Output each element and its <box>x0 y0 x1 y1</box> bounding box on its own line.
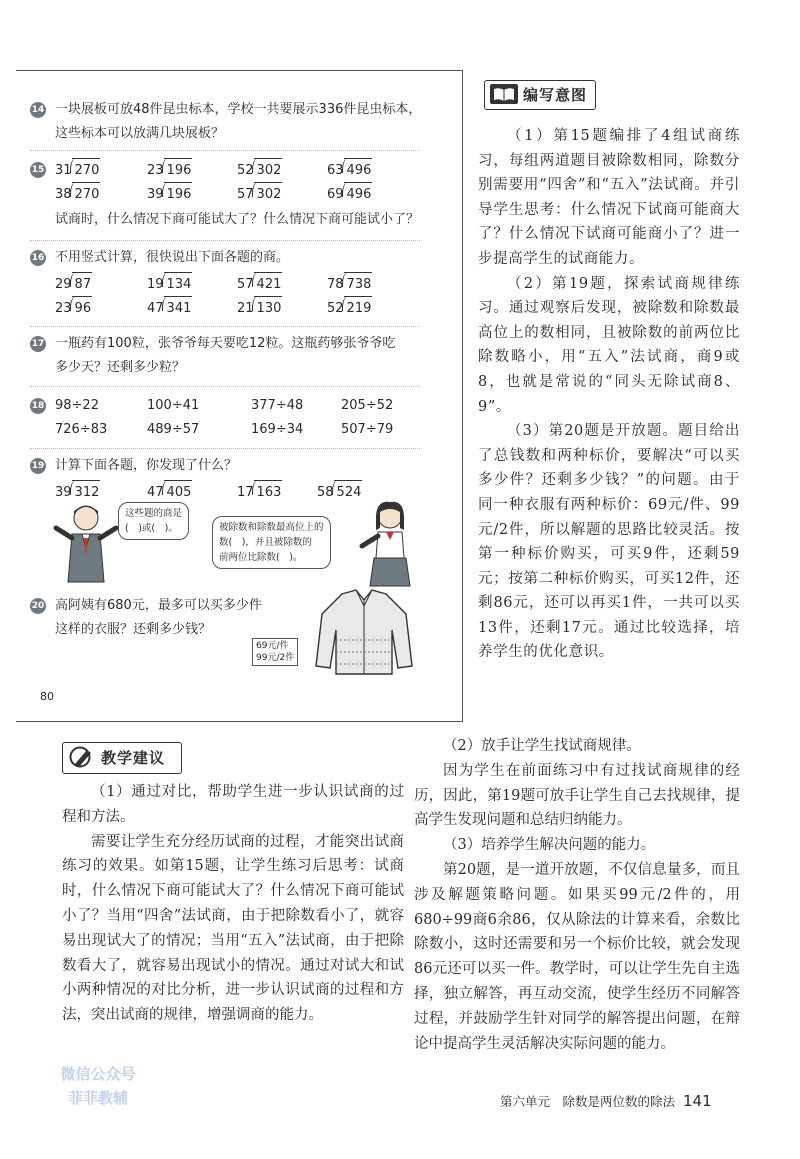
problem-number: 15 <box>30 162 46 178</box>
expression: 489÷57 <box>147 422 200 437</box>
problem-text-line: 不用竖式计算，很快说出下面各题的商。 <box>55 250 290 265</box>
long-division: 52 219 <box>327 296 372 321</box>
intent-paragraph: （2）第19题，探索试商规律练习。通过观察后发现，被除数和除数最高位上的数相同，且被除数的前两位比除数略小，用“五入”法试商，商9或8，也就是常说的“同头无除试商8、9”。 <box>478 275 740 415</box>
problem-text-line: 试商时，什么情况下商可能试大了？什么情况下商可能试小了？ <box>55 212 420 227</box>
problem-text-line: 计算下面各题，你发现了什么？ <box>55 458 238 473</box>
page-footer <box>500 1092 712 1110</box>
problem-text-line: 这些标本可以放满几块展板？ <box>55 126 225 141</box>
problem-number: 16 <box>30 250 46 266</box>
problem-text-line: 一瓶药有100粒，张爷爷每天要吃12粒。这瓶药够张爷爷吃 <box>55 336 396 351</box>
long-division: 39 196 <box>147 182 192 207</box>
expression: 205÷52 <box>341 398 394 413</box>
long-division: 29 87 <box>55 272 92 297</box>
expression: 169÷34 <box>251 422 304 437</box>
girl-illustration <box>352 500 426 592</box>
textbook-page <box>16 70 463 722</box>
long-division: 23 96 <box>55 296 92 321</box>
long-division: 57 421 <box>237 272 282 297</box>
problem-text-line: 这样的衣服？还剩多少钱？ <box>55 622 212 637</box>
price-tag: 69元/件 99元/2件 <box>252 638 298 666</box>
divider <box>30 240 420 241</box>
intent-heading: 编写意图 <box>484 80 596 110</box>
long-division: 38 270 <box>55 182 100 207</box>
long-division: 58 524 <box>317 480 362 505</box>
book-icon <box>490 84 518 104</box>
problem-number: 20 <box>30 598 46 614</box>
intent-paragraph: （3）第20题是开放题。题目给出了总钱数和两种标价，要解决“可以买多少件？还剩多少钱？”的问题。由于同一种衣服有两种标价：69元/件、99元/2件，所以解题的思路比较灵活。按第一种标价购买，可买9件，还剩59元；按第二种标价购买，可买12件，还剩86元，还可以再买1件，一共可以买13件，还剩17元。通过比较选择，培养学生的优化意识。 <box>478 423 740 661</box>
long-division: 21 130 <box>237 296 282 321</box>
boy-illustration <box>46 502 126 588</box>
expression: 377÷48 <box>251 398 304 413</box>
long-division: 19 134 <box>147 272 192 297</box>
unit-title: 第六单元 除数是两位数的除法 <box>500 1094 676 1109</box>
suggestion-paragraph: （3）培养学生解决问题的能力。 <box>443 837 656 854</box>
speech-bubble-boy: 这些题的商是 ( )或( )。 <box>118 502 189 540</box>
long-division: 69 496 <box>327 182 372 207</box>
long-division: 23 196 <box>147 158 192 183</box>
problem-text-line: 高阿姨有680元，最多可以买多少件 <box>55 598 262 613</box>
divider <box>30 326 420 327</box>
top-rule <box>16 70 463 71</box>
long-division: 17 163 <box>237 480 282 505</box>
long-division: 31 270 <box>55 158 100 183</box>
problem-number: 18 <box>30 398 46 414</box>
watermark: 微信公众号 菲菲教辅 <box>60 1065 136 1107</box>
problem-text-line: 多少天？还剩多少粒？ <box>55 360 186 375</box>
suggestions-right <box>414 734 740 1056</box>
long-division: 63 496 <box>327 158 372 183</box>
suggestions-left <box>62 780 404 1028</box>
suggestion-paragraph: 需要让学生充分经历试商的过程，才能突出试商练习的效果。如第15题，让学生练习后思考：试商时，什么情况下商可能试大了？什么情况下商可能试小了？当用“四舍”法试商，由于把除数看小了，就容易出现试大了的情况；当用“五入”法试商，由于把除数看大了，就容易出现试小的情况。通过对试大和试小两种情况的对比分析，进一步认识试商的过程和方法，突出试商的规律，增强调商的能力。 <box>62 833 404 1024</box>
problem-text-line: 一块展板可放48件昆虫标本，学校一共要展示336件昆虫标本， <box>55 102 422 117</box>
long-division: 57 302 <box>237 182 282 207</box>
problem-number: 19 <box>30 458 46 474</box>
problem-number: 17 <box>30 336 46 352</box>
expression: 726÷83 <box>55 422 108 437</box>
divider <box>30 386 420 387</box>
long-division: 47 405 <box>147 480 192 505</box>
expression: 100÷41 <box>147 398 200 413</box>
speech-bubble-girl: 被除数和除数最高位上的 数( )，并且被除数的 前两位比除数( )。 <box>212 516 331 569</box>
pencil-icon <box>69 746 95 768</box>
problem-number: 14 <box>30 102 46 118</box>
long-division: 78 738 <box>327 272 372 297</box>
intent-paragraph: （1）第15题编排了4组试商练习，每组两道题目被除数相同，除数分别需要用“四舍”和“五入”法试商。并引导学生思考：什么情况下试商可能商大了？什么情况下试商可能商小了？进一步提高学生的试商能力。 <box>478 128 740 267</box>
suggestion-paragraph: 因为学生在前面练习中有过找试商规律的经历，因此，第19题可放手让学生自己去找规律，提高学生发现问题和总结归纳能力。 <box>414 762 740 829</box>
suggestion-paragraph: （1）通过对比，帮助学生进一步认识试商的过程和方法。 <box>62 784 404 825</box>
page-number: 80 <box>40 690 54 703</box>
long-division: 47 341 <box>147 296 192 321</box>
expression: 98÷22 <box>55 398 99 413</box>
suggestion-paragraph: （2）放手让学生找试商规律。 <box>443 738 641 754</box>
divider <box>30 150 420 151</box>
long-division: 52 302 <box>237 158 282 183</box>
divider <box>30 448 420 449</box>
intent-text <box>478 124 740 665</box>
jacket-illustration <box>312 586 416 678</box>
suggestion-paragraph: 第20题，是一道开放题，不仅信息量多，而且涉及解题策略问题。如果买99元/2件的，用680÷99商6余86，仅从除法的计算来看，余数比除数小，这时还需要和另一个标价比较，就会发现86元还可以买一件。教学时，可以让学生先自主选择，独立解答，再互动交流，使学生经历不同解答过程，并鼓励学生针对同学的解答提出问题，在辩论中提高学生灵活解决实际问题的能力。 <box>414 861 740 1052</box>
long-division: 39 312 <box>55 480 100 505</box>
expression: 507÷79 <box>341 422 394 437</box>
page-number: 141 <box>683 1092 712 1110</box>
suggestions-heading: 教学建议 <box>62 742 182 774</box>
